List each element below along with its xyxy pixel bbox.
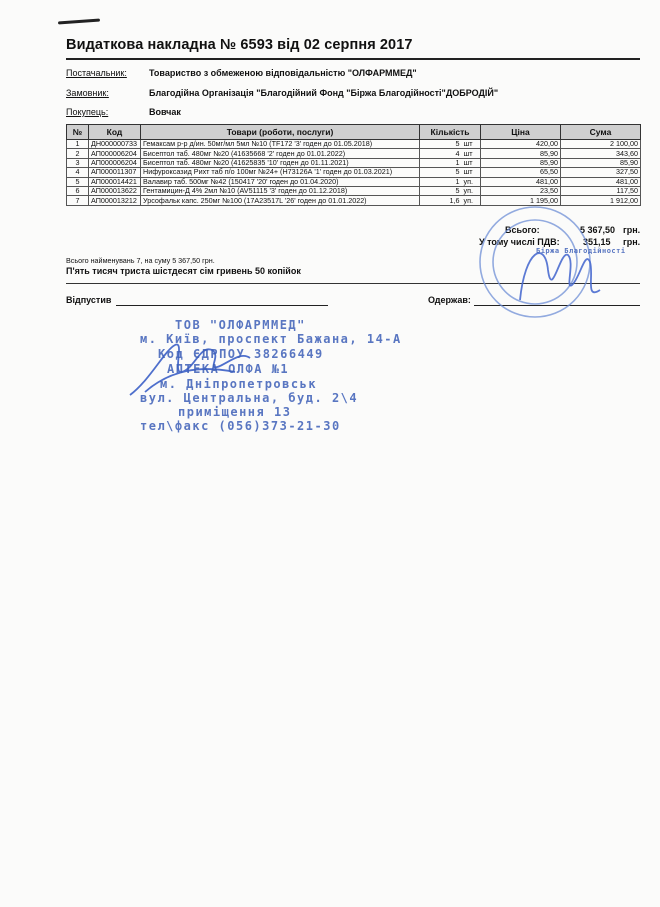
round-seal	[480, 207, 590, 317]
cell-quantity: 4	[420, 149, 462, 158]
cell-code: АП000006204	[89, 149, 141, 158]
cell-unit: уп.	[462, 186, 481, 195]
header-quantity: Кількість	[420, 125, 481, 140]
cell-code: АП000013622	[89, 186, 141, 195]
cell-number: 4	[67, 168, 89, 177]
cell-price: 481,00	[481, 177, 561, 186]
cell-goods: Гентамицин-Д 4% 2мл №10 (AV51115 '3' годен до 01.12.2018)	[141, 186, 420, 195]
stamp-line-5: м. Дніпропетровськ	[160, 377, 318, 391]
released-label: Відпустив	[66, 295, 112, 305]
cell-unit: уп.	[462, 177, 481, 186]
customer-value: Благодійна Організація "Благодійний Фонд "Біржа Благодійності"ДОБРОДІЙ"	[149, 88, 499, 98]
cell-unit: уп.	[462, 196, 481, 205]
cell-price: 65,50	[481, 168, 561, 177]
customer-label: Замовник:	[66, 88, 109, 98]
cell-goods: Урсофальк капс. 250мг №100 (17А23517L '26' годен до 01.01.2022)	[141, 196, 420, 205]
cell-number: 1	[67, 140, 89, 149]
vat-label: У тому числі ПДВ:	[479, 237, 560, 247]
cell-sum: 85,90	[561, 158, 641, 167]
cell-sum: 117,50	[561, 186, 641, 195]
summary-count: Всього найменувань 7, на суму 5 367,50 грн.	[66, 256, 215, 265]
cell-code: АП000006204	[89, 158, 141, 167]
header-goods: Товари (роботи, послуги)	[141, 125, 420, 140]
supplier-value: Товариство з обмеженою відповідальністю "ОЛФАРММЕД"	[149, 68, 417, 78]
cell-price: 85,90	[481, 149, 561, 158]
stamp-line-4: АПТЕКА ОЛФА №1	[167, 362, 290, 376]
header-code: Код	[89, 125, 141, 140]
total-value: 5 367,50	[580, 225, 616, 235]
buyer-value: Вовчак	[149, 107, 181, 117]
stamp-line-8: тел\факс (056)373-21-30	[140, 419, 341, 433]
cell-quantity: 1,6	[420, 196, 462, 205]
cell-number: 5	[67, 177, 89, 186]
cell-goods: Валавир таб. 500мг №42 (150417 '20' годен до 01.04.2020)	[141, 177, 420, 186]
vat-value: 351,15	[583, 237, 611, 247]
cell-unit: шт	[462, 168, 481, 177]
cell-price: 85,90	[481, 158, 561, 167]
cell-code: АП000011307	[89, 168, 141, 177]
cell-number: 6	[67, 186, 89, 195]
summary-amount-words: П'ять тисяч триста шістдесят сім гривень 50 копійок	[66, 266, 301, 276]
cell-goods: Нифуроксазид Рихт таб п/о 100мг №24+ (Н73126А '1' годен до 01.03.2021)	[141, 168, 420, 177]
cell-sum: 2 100,00	[561, 140, 641, 149]
cell-sum: 481,00	[561, 177, 641, 186]
cell-sum: 343,60	[561, 149, 641, 158]
document-title: Видаткова накладна № 6593 від 02 серпня 2017	[66, 37, 413, 53]
cell-price: 1 195,00	[481, 196, 561, 205]
cell-code: АП000014421	[89, 177, 141, 186]
cell-quantity: 1	[420, 158, 462, 167]
total-currency: грн.	[623, 225, 641, 235]
header-price: Ціна	[481, 125, 561, 140]
cell-number: 7	[67, 196, 89, 205]
stamp-line-7: приміщення 13	[178, 405, 292, 419]
header-number: №	[67, 125, 89, 140]
cell-quantity: 5	[420, 186, 462, 195]
cell-code: ДН000000733	[89, 140, 141, 149]
cell-goods: Гемаксам р-р д/ин. 50мг/мл 5мл №10 (ТF172 '3' годен до 01.05.2018)	[141, 140, 420, 149]
header-sum: Сума	[561, 125, 641, 140]
cell-number: 2	[67, 149, 89, 158]
cell-unit: шт	[462, 158, 481, 167]
cell-unit: шт	[462, 149, 481, 158]
total-label: Всього:	[505, 225, 540, 235]
cell-sum: 1 912,00	[561, 196, 641, 205]
supplier-label: Постачальник:	[66, 68, 127, 78]
cell-quantity: 1	[420, 177, 462, 186]
cell-sum: 327,50	[561, 168, 641, 177]
cell-number: 3	[67, 158, 89, 167]
stamp-line-2: м. Київ, проспект Бажана, 14-А	[140, 332, 402, 346]
cell-quantity: 5	[420, 168, 462, 177]
cell-goods: Бисептол таб. 480мг №20 (41625835 '10' годен до 01.11.2021)	[141, 158, 420, 167]
cell-unit: шт	[462, 140, 481, 149]
cell-quantity: 5	[420, 140, 462, 149]
cell-price: 23,50	[481, 186, 561, 195]
seal-fragment: Біржа Благодійності	[536, 247, 626, 255]
stamp-line-1: ТОВ "ОЛФАРММЕД"	[175, 318, 306, 332]
cell-price: 420,00	[481, 140, 561, 149]
buyer-label: Покупець:	[66, 107, 109, 117]
stamp-line-3: Код ЄДРПОУ 38266449	[158, 347, 324, 361]
received-label: Одержав:	[428, 295, 471, 305]
stamp-line-6: вул. Центральна, буд. 2\4	[140, 391, 359, 405]
cell-code: АП000013212	[89, 196, 141, 205]
cell-goods: Бисептол таб. 480мг №20 (41635668 '2' годен до 01.01.2022)	[141, 149, 420, 158]
vat-currency: грн.	[623, 237, 641, 247]
